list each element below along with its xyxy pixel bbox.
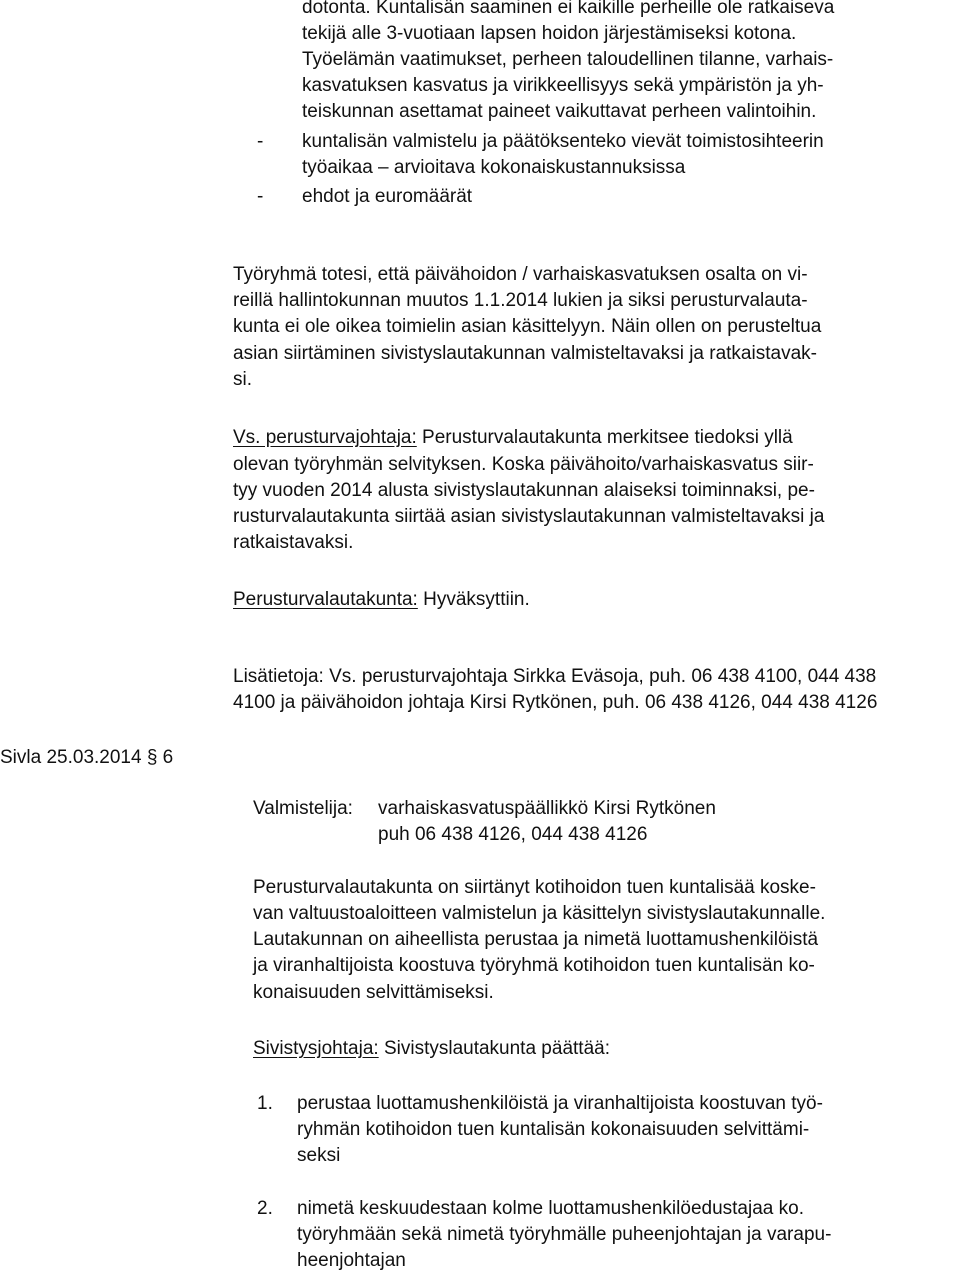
text-line: kasvatuksen kasvatus ja virikkeellisyys sekä ympäristön ja yh- bbox=[302, 75, 824, 96]
text-line: tekijä alle 3-vuotiaan lapsen hoidon järjestämiseksi kotona. bbox=[302, 23, 797, 44]
text-line: 4100 ja päivähoidon johtaja Kirsi Rytkönen, puh. 06 438 4126, 044 438 4126 bbox=[233, 692, 878, 713]
list-item-text: nimetä keskuudestaan kolme luottamushenkilöedustajaa ko. bbox=[297, 1198, 804, 1219]
text-line: reillä hallintokunnan muutos 1.1.2014 lukien ja siksi perusturvalauta- bbox=[233, 290, 808, 311]
preparer-name: varhaiskasvatuspäällikkö Kirsi Rytkönen bbox=[378, 798, 716, 819]
decision-body: Perusturvalautakunta: bbox=[233, 589, 418, 610]
list-item-number: 2. bbox=[257, 1198, 273, 1219]
text-line: Työryhmä totesi, että päivähoidon / varhaiskasvatuksen osalta on vi- bbox=[233, 264, 808, 285]
text-line: si. bbox=[233, 369, 252, 390]
director-proposal-line bbox=[253, 1036, 610, 1063]
text-line: rusturvalautakunta siirtää asian sivistyslautakunnan valmisteltavaksi ja bbox=[233, 506, 825, 527]
text-line: konaisuuden selvittämiseksi. bbox=[253, 982, 494, 1003]
text-line: tyy vuoden 2014 alusta sivistyslautakunnan alaiseksi toiminnaksi, pe- bbox=[233, 480, 815, 501]
text-line: dotonta. Kuntalisän saaminen ei kaikille perheille ole ratkaiseva bbox=[302, 0, 835, 18]
decision-text: Hyväksyttiin. bbox=[423, 589, 530, 610]
bullet-dash: - bbox=[257, 186, 264, 207]
decision-line bbox=[233, 587, 530, 614]
proposal-first-line: Perusturvalautakunta merkitsee tiedoksi yllä bbox=[422, 427, 793, 448]
text-line: ratkaistavaksi. bbox=[233, 532, 354, 553]
margin-reference: Sivla 25.03.2014 § 6 bbox=[0, 747, 174, 768]
text-line: teiskunnan asettamat paineet vaikuttavat perheen valintoihin. bbox=[302, 101, 817, 122]
list-item-text: ryhmän kotihoidon tuen kuntalisän kokonaisuuden selvittämi- bbox=[297, 1119, 810, 1140]
list-item-text: työryhmään sekä nimetä työryhmälle puheenjohtajan ja varapu- bbox=[297, 1224, 832, 1245]
text-line: olevan työryhmän selvityksen. Koska päivähoito/varhaiskasvatus siir- bbox=[233, 454, 814, 475]
list-item-number: 1. bbox=[257, 1093, 273, 1114]
text-line: Lisätietoja: Vs. perusturvajohtaja Sirkka Eväsoja, puh. 06 438 4100, 044 438 bbox=[233, 666, 877, 687]
text-line: asian siirtäminen sivistyslautakunnan valmisteltavaksi ja ratkaistavak- bbox=[233, 343, 817, 364]
list-item-text: seksi bbox=[297, 1145, 341, 1166]
list-item-text: heenjohtajan bbox=[297, 1250, 406, 1271]
list-item-text: perustaa luottamushenkilöistä ja viranhaltijoista koostuvan työ- bbox=[297, 1093, 823, 1114]
text-line: Työelämän vaatimukset, perheen taloudellinen tilanne, varhais- bbox=[302, 49, 834, 70]
text-line: van valtuustoaloitteen valmistelun ja käsittelyn sivistyslautakunnalle. bbox=[253, 903, 826, 924]
proposal-speaker: Vs. perusturvajohtaja: bbox=[233, 427, 417, 448]
bullet-text: työaikaa – arvioitava kokonaiskustannuksissa bbox=[302, 157, 686, 178]
bullet-text: kuntalisän valmistelu ja päätöksenteko vievät toimistosihteerin bbox=[302, 131, 824, 152]
bullet-text: ehdot ja euromäärät bbox=[302, 186, 473, 207]
director-speaker: Sivistysjohtaja: bbox=[253, 1038, 379, 1059]
text-line bbox=[233, 425, 793, 452]
bullet-dash: - bbox=[257, 131, 264, 152]
text-line: Lautakunnan on aiheellista perustaa ja nimetä luottamushenkilöistä bbox=[253, 929, 819, 950]
text-line: kunta ei ole oikea toimielin asian käsittelyyn. Näin ollen on perusteltua bbox=[233, 316, 822, 337]
preparer-label: Valmistelija: bbox=[253, 798, 353, 819]
text-line: Perusturvalautakunta on siirtänyt kotihoidon tuen kuntalisää koske- bbox=[253, 877, 816, 898]
text-line: ja viranhaltijoista koostuva työryhmä kotihoidon tuen kuntalisän ko- bbox=[253, 955, 815, 976]
preparer-phone: puh 06 438 4126, 044 438 4126 bbox=[378, 824, 648, 845]
director-proposal-text: Sivistyslautakunta päättää: bbox=[383, 1038, 610, 1059]
